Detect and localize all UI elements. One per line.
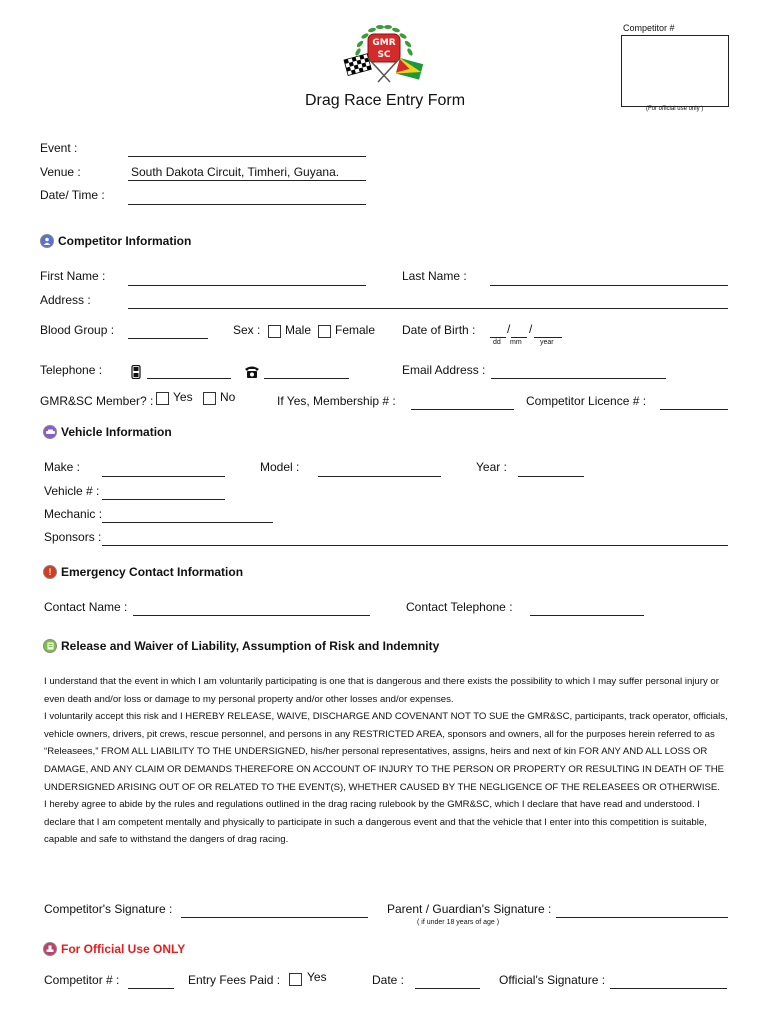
- venue-value: South Dakota Circuit, Timheri, Guyana.: [131, 165, 340, 179]
- parent-signature-label: Parent / Guardian's Signature :: [387, 902, 552, 916]
- membership-label: If Yes, Membership # :: [277, 394, 396, 408]
- emergency-info-heading: [43, 565, 243, 579]
- emergency-info-title: Emergency Contact Information: [61, 565, 244, 579]
- dob-sep-2: /: [529, 322, 533, 336]
- address-field[interactable]: [128, 308, 728, 309]
- entry-fees-yes-checkbox[interactable]: [289, 973, 302, 986]
- contact-telephone-label: Contact Telephone :: [406, 600, 513, 614]
- member-yes-checkbox[interactable]: [156, 392, 169, 405]
- member-yes-label: Yes: [173, 390, 193, 404]
- dob-year-field[interactable]: [534, 337, 562, 338]
- competitor-signature-field[interactable]: [181, 917, 368, 918]
- model-field[interactable]: [318, 476, 441, 477]
- make-label: Make :: [44, 460, 81, 474]
- competitor-info-title: Competitor Information: [58, 234, 192, 248]
- official-competitor-label: Competitor # :: [44, 973, 120, 987]
- sex-label: Sex :: [233, 323, 261, 337]
- waiver-paragraph-3: I hereby agree to abide by the rules and regulations outlined in the drag racing rulebook by the GMR&SC, which I declare that have read and understood. I declare that I am competent mentally and physically to participate in such a dangerous event and that the vehicle that I enter into this competition is suitable, capable and safe to withstand the dangers of drag racing.: [44, 799, 707, 846]
- dob-sep-1: /: [507, 322, 511, 336]
- licence-field[interactable]: [660, 409, 728, 410]
- gmrsc-logo: [338, 20, 430, 86]
- email-field[interactable]: [491, 378, 666, 379]
- blood-group-label: Blood Group :: [40, 323, 115, 337]
- car-icon: [43, 425, 57, 439]
- event-field[interactable]: [128, 156, 366, 157]
- contact-name-label: Contact Name :: [44, 600, 128, 614]
- stamp-icon: [43, 942, 57, 956]
- female-label: Female: [335, 323, 376, 337]
- last-name-field[interactable]: [490, 285, 728, 286]
- entry-fees-yes-label: Yes: [307, 970, 327, 984]
- official-signature-label: Official's Signature :: [499, 973, 606, 987]
- member-no-checkbox[interactable]: [203, 392, 216, 405]
- first-name-field[interactable]: [128, 285, 366, 286]
- official-use-title: For Official Use ONLY: [61, 942, 186, 956]
- document-icon: [43, 639, 57, 653]
- year-field[interactable]: [518, 476, 584, 477]
- form-title: Drag Race Entry Form: [305, 92, 466, 109]
- email-label: Email Address :: [402, 363, 486, 377]
- dob-label: Date of Birth :: [402, 323, 476, 337]
- waiver-heading: [43, 639, 439, 653]
- official-date-label: Date :: [372, 973, 405, 987]
- dob-mm-hint: mm: [510, 339, 522, 346]
- vehicle-number-field[interactable]: [102, 499, 225, 500]
- first-name-label: First Name :: [40, 269, 106, 283]
- sponsors-field[interactable]: [102, 545, 728, 546]
- dob-dd-hint: dd: [493, 339, 501, 346]
- competitor-info-heading: [40, 234, 191, 248]
- waiver-title: Release and Waiver of Liability, Assumption of Risk and Indemnity: [61, 639, 440, 653]
- person-icon: [40, 234, 54, 248]
- landline-phone-icon: [244, 365, 260, 384]
- membership-field[interactable]: [411, 409, 514, 410]
- dob-month-field[interactable]: [511, 337, 527, 338]
- waiver-paragraph-2: I voluntarily accept this risk and I HEREBY RELEASE, WAIVE, DISCHARGE AND COVENANT NOT TO SUE the GMR&SC, participants, track operator, officials, vehicle owners, drivers, pit crews, rescue personnel, and persons in any RESTRICTED AREA, sponsors and owners, all for the purposes herein referred to as “Releasees,” FROM ALL LIABILITY TO THE UNDERSIGNED, his/her personal representatives, assigns, heirs and next of kin FOR ANY AND ALL LOSS OR DAMAGE, AND ANY CLAIM OR DEMANDS THEREFORE ON ACCOUNT OF INJURY TO THE PERSON OR PROPERTY OR RESULTING IN DEATH OF THE UNDERSIGNED ARISING OUT OF OR RELATED TO THE EVENT(S), WHETHER CAUSED BY THE NEGLIGENCE OF THE RELEASEES OR OTHERWISE.: [44, 711, 728, 793]
- official-use-note: (For official use only ): [646, 106, 704, 112]
- official-date-field[interactable]: [415, 988, 480, 989]
- make-field[interactable]: [102, 476, 225, 477]
- under-18-note: ( if under 18 years of age ): [417, 919, 500, 926]
- mechanic-field[interactable]: [102, 522, 273, 523]
- vehicle-number-label: Vehicle # :: [44, 484, 100, 498]
- datetime-label: Date/ Time :: [40, 188, 105, 202]
- svg-text:GMR: GMR: [372, 38, 396, 48]
- svg-text:SC: SC: [377, 50, 391, 60]
- alert-icon: !: [43, 565, 57, 579]
- event-label: Event :: [40, 141, 78, 155]
- official-signature-field[interactable]: [610, 988, 727, 989]
- female-checkbox[interactable]: [318, 325, 331, 338]
- datetime-field[interactable]: [128, 204, 366, 205]
- dob-day-field[interactable]: [490, 337, 506, 338]
- venue-field[interactable]: [128, 180, 366, 181]
- licence-label: Competitor Licence # :: [526, 394, 647, 408]
- member-no-label: No: [220, 390, 236, 404]
- dob-year-hint: year: [540, 339, 554, 346]
- year-label: Year :: [476, 460, 507, 474]
- male-label: Male: [285, 323, 312, 337]
- address-label: Address :: [40, 293, 91, 307]
- venue-label: Venue :: [40, 165, 81, 179]
- last-name-label: Last Name :: [402, 269, 467, 283]
- mobile-phone-field[interactable]: [147, 378, 231, 379]
- vehicle-info-title: Vehicle Information: [61, 425, 172, 439]
- model-label: Model :: [260, 460, 300, 474]
- waiver-text: [44, 673, 734, 849]
- landline-phone-field[interactable]: [264, 378, 349, 379]
- contact-telephone-field[interactable]: [530, 615, 644, 616]
- parent-signature-field[interactable]: [556, 917, 728, 918]
- vehicle-info-heading: [43, 425, 172, 439]
- competitor-signature-label: Competitor's Signature :: [44, 902, 173, 916]
- official-competitor-field[interactable]: [128, 988, 174, 989]
- telephone-label: Telephone :: [40, 363, 103, 377]
- mechanic-label: Mechanic :: [44, 507, 103, 521]
- member-label: GMR&SC Member? :: [40, 394, 154, 408]
- male-checkbox[interactable]: [268, 325, 281, 338]
- waiver-paragraph-1: I understand that the event in which I am voluntarily participating is one that is dangerous and there exists the possibility to which I may suffer personal injury or even death and/or loss or damage to my personal property and/or other losses and/or expenses.: [44, 676, 719, 705]
- entry-fees-label: Entry Fees Paid :: [188, 973, 281, 987]
- mobile-phone-icon: [131, 365, 141, 384]
- competitor-number-box[interactable]: [621, 35, 729, 107]
- contact-name-field[interactable]: [133, 615, 370, 616]
- sponsors-label: Sponsors :: [44, 530, 102, 544]
- official-use-heading: [43, 942, 185, 956]
- blood-group-field[interactable]: [128, 338, 208, 339]
- competitor-number-label: Competitor #: [623, 23, 675, 33]
